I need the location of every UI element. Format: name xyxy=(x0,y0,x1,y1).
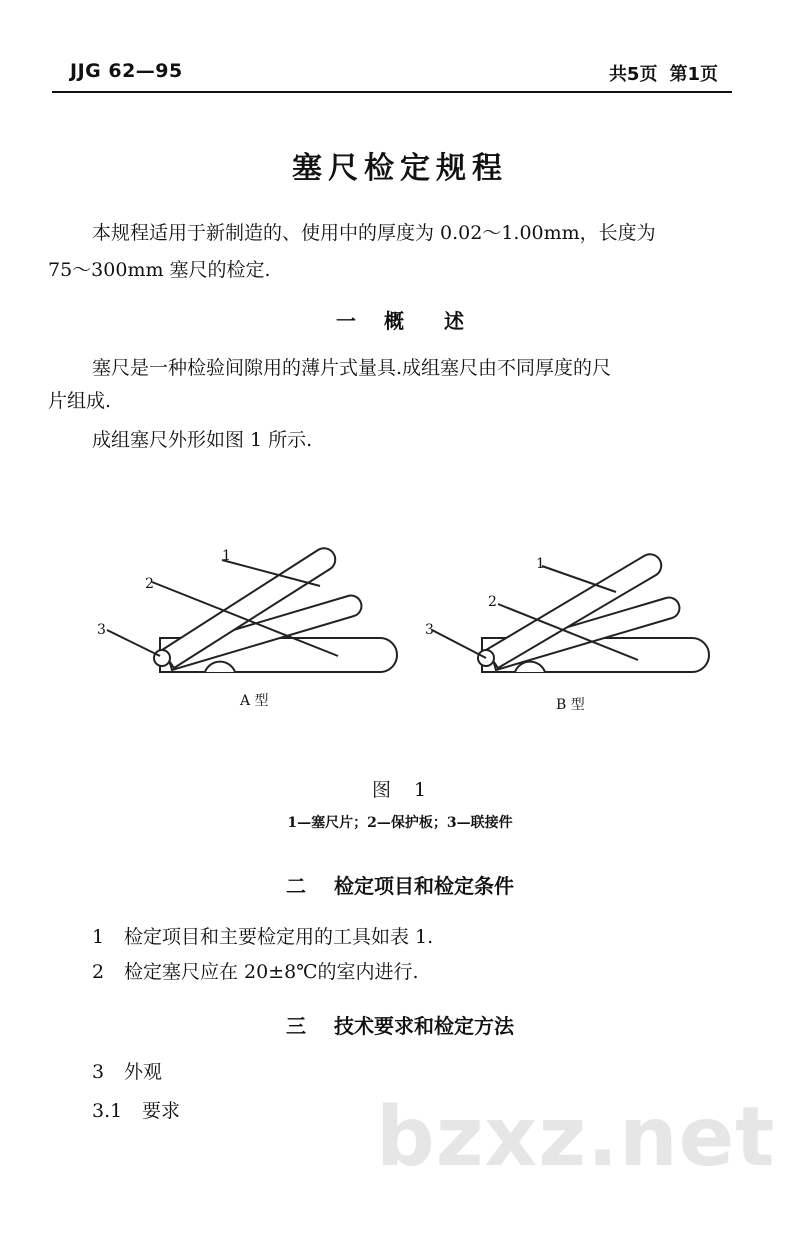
callout-3-b: 3 xyxy=(425,622,434,638)
intro-line-1: 本规程适用于新制造的、使用中的厚度为 0.02～1.00mm，长度为 xyxy=(92,222,656,244)
section-2-title: 检定项目和检定条件 xyxy=(334,874,514,898)
item-number: 3.1 xyxy=(92,1100,123,1122)
section-1-number: 一 xyxy=(336,309,356,333)
callout-1-a: 1 xyxy=(222,548,231,564)
section-2-number: 二 xyxy=(286,874,306,898)
item-number: 2 xyxy=(92,961,105,983)
callout-1-b: 1 xyxy=(536,556,545,572)
figure-1-diagram xyxy=(90,540,710,730)
section-3-title: 技术要求和检定方法 xyxy=(334,1014,514,1038)
item-text: 外观 xyxy=(124,1061,163,1083)
item-number: 3 xyxy=(92,1061,105,1083)
section-1-para-2: 成组塞尺外形如图 1 所示. xyxy=(92,429,313,451)
document-title: 塞尺检定规程 xyxy=(292,151,508,186)
section-3-number: 三 xyxy=(286,1014,306,1038)
type-a-gauge xyxy=(107,548,397,672)
section-1-para-1-line-1: 塞尺是一种检验间隙用的薄片式量具.成组塞尺由不同厚度的尺 xyxy=(92,357,612,379)
type-a-label: A 型 xyxy=(240,693,269,709)
section-1-para-1-line-2: 片组成. xyxy=(48,390,112,412)
section-2-item-2 xyxy=(92,957,419,984)
feeler-gauge-drawing xyxy=(90,540,710,730)
callout-2-a: 2 xyxy=(145,576,154,592)
section-3-heading xyxy=(0,1010,800,1039)
section-3-sub-1 xyxy=(92,1057,162,1084)
item-text: 要求 xyxy=(142,1100,181,1122)
current-page: 第1页 xyxy=(669,64,718,85)
total-pages: 共5页 xyxy=(608,64,658,85)
item-number: 1 xyxy=(92,926,105,948)
section-2-heading xyxy=(0,870,800,899)
header-rule xyxy=(52,91,732,93)
callout-line-3-a xyxy=(107,630,160,656)
section-2-item-1 xyxy=(92,922,433,949)
callout-2-b: 2 xyxy=(488,594,497,610)
figure-legend: 1—塞尺片；2—保护板；3—联接件 xyxy=(287,815,513,831)
page-indicator xyxy=(597,60,718,86)
type-a-pivot-screw xyxy=(154,650,170,666)
standard-code: JJG 62—95 xyxy=(70,60,183,82)
callout-line-3-b xyxy=(432,630,486,658)
figure-caption: 图 1 xyxy=(371,779,429,801)
item-text: 检定塞尺应在 20±8℃的室内进行. xyxy=(124,961,419,983)
section-3-sub-2 xyxy=(92,1096,180,1123)
intro-line-2: 75～300mm 塞尺的检定. xyxy=(48,259,271,281)
section-1-title: 概 述 xyxy=(384,309,464,333)
section-1-heading xyxy=(0,305,800,334)
watermark: bzxz.net xyxy=(376,1090,776,1185)
callout-3-a: 3 xyxy=(97,622,106,638)
type-b-gauge xyxy=(432,554,709,672)
item-text: 检定项目和主要检定用的工具如表 1. xyxy=(124,926,434,948)
type-b-label: B 型 xyxy=(556,697,585,713)
